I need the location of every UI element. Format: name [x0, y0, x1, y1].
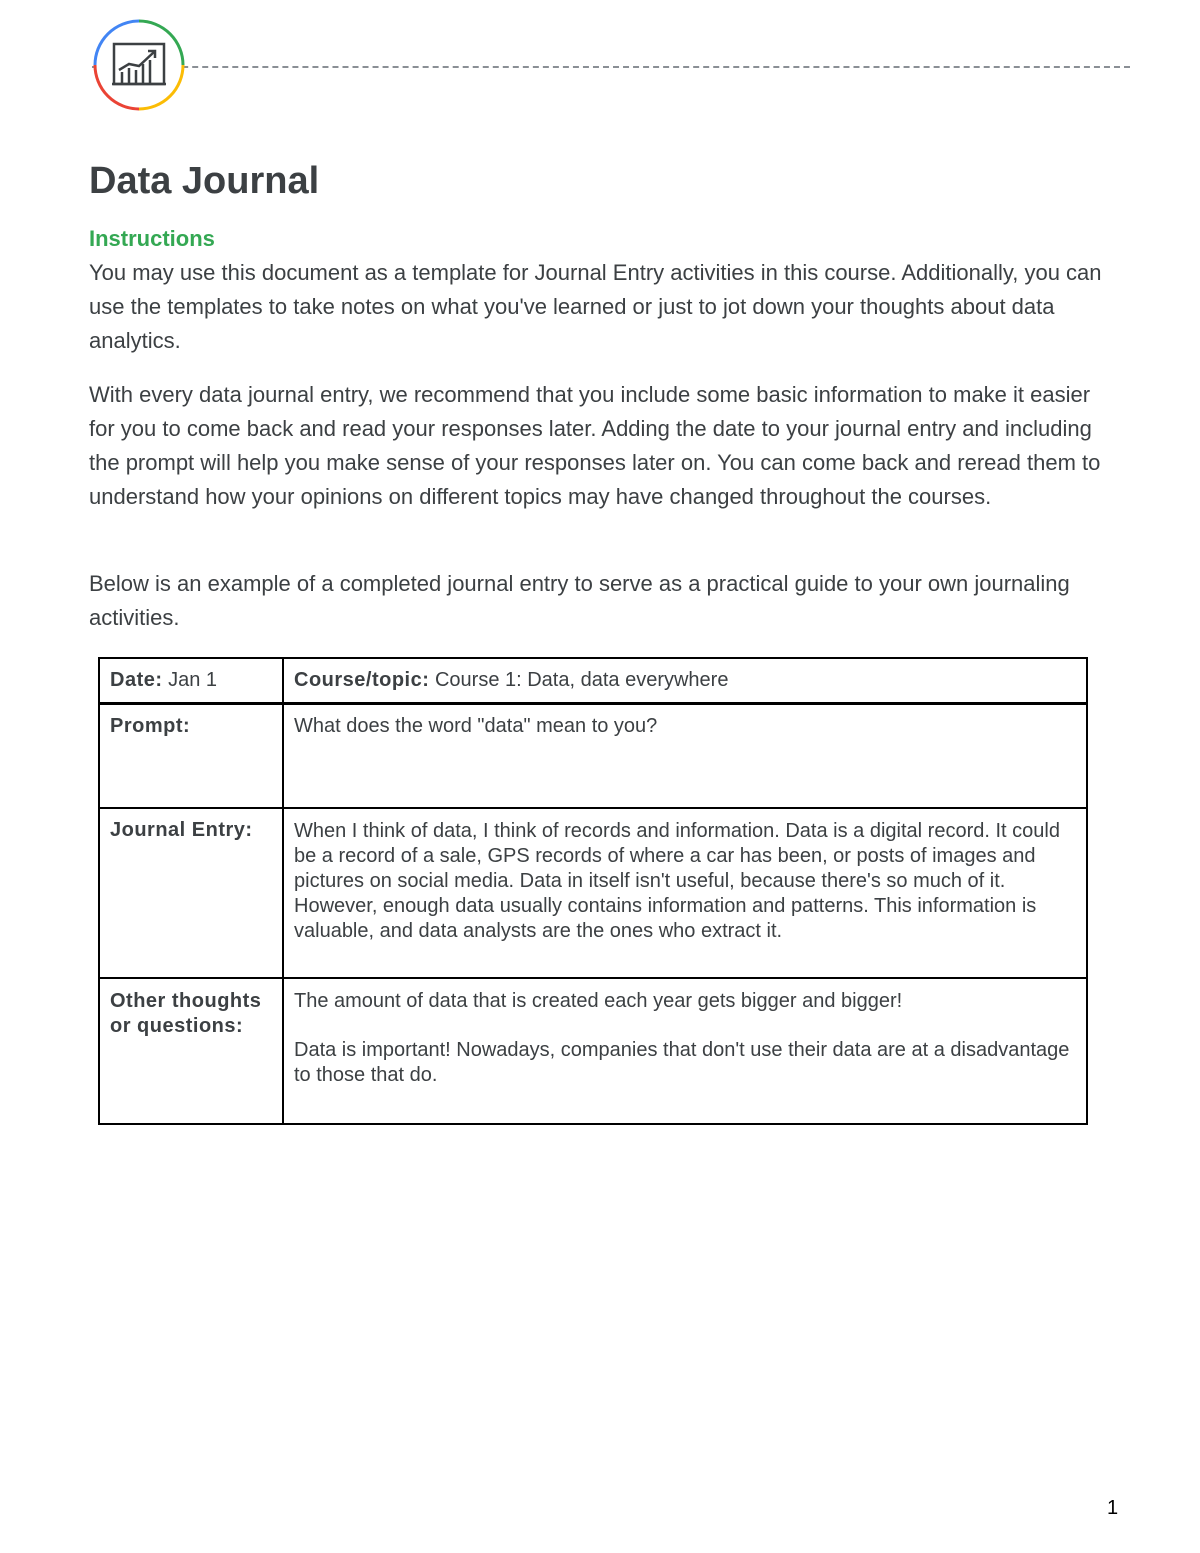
date-cell: [99, 658, 283, 704]
other-value-1: The amount of data that is created each year gets bigger and bigger!: [294, 990, 903, 1012]
table-row-date: [99, 658, 1087, 704]
page-number: 1: [1107, 1497, 1119, 1519]
bar-chart-growth-icon: [92, 18, 186, 112]
prompt-label: Prompt:: [110, 715, 191, 737]
journal-entry-table: [98, 657, 1088, 1125]
other-label: Other thoughts or questions:: [110, 990, 262, 1037]
entry-label: Journal Entry:: [110, 819, 253, 841]
table-row-journal-entry: [99, 808, 1087, 978]
prompt-label-cell: [99, 704, 283, 809]
other-value-cell: [283, 978, 1087, 1124]
date-value: Jan 1: [162, 669, 217, 691]
other-value-2: Data is important! Nowadays, companies that don't use their data are at a disadvantage to those that do.: [294, 1039, 1070, 1086]
course-value: Course 1: Data, data everywhere: [429, 669, 729, 691]
entry-value-cell: [283, 808, 1087, 978]
header-divider: [92, 66, 1130, 68]
table-row-other-thoughts: [99, 978, 1087, 1124]
prompt-value-cell: [283, 704, 1087, 809]
instructions-paragraph-1: You may use this document as a template for Journal Entry activities in this course. Additionally, you can use the templates to take notes on what you've learned or just to jot down your thoughts about data analytics.: [89, 260, 1102, 353]
date-label: Date:: [110, 669, 163, 691]
instructions-paragraph-3: Below is an example of a completed journal entry to serve as a practical guide to your own journaling activities.: [89, 571, 1070, 630]
course-label: Course/topic:: [294, 669, 430, 691]
other-label-cell: [99, 978, 283, 1124]
course-cell: [283, 658, 1087, 704]
entry-label-cell: [99, 808, 283, 978]
entry-value: When I think of data, I think of records and information. Data is a digital record. It could be a record of a sale, GPS records of where a car has been, or posts of images and pictures on social media. Data in itself isn't useful, because there's so much of it. However, enough data usually contains information and patterns. This information is valuable, and data analysts are the ones who extract it.: [294, 820, 1060, 942]
page-title: Data Journal: [89, 160, 320, 202]
prompt-value: What does the word "data" mean to you?: [294, 715, 658, 737]
instructions-paragraph-2: With every data journal entry, we recommend that you include some basic information to make it easier for you to come back and read your responses later. Adding the date to your journal entry and including the prompt will help you make sense of your responses later on. You can come back and reread them to understand how your opinions on different topics may have changed throughout the courses.: [89, 382, 1101, 509]
instructions-heading: Instructions: [89, 226, 215, 251]
table-row-prompt: [99, 704, 1087, 809]
